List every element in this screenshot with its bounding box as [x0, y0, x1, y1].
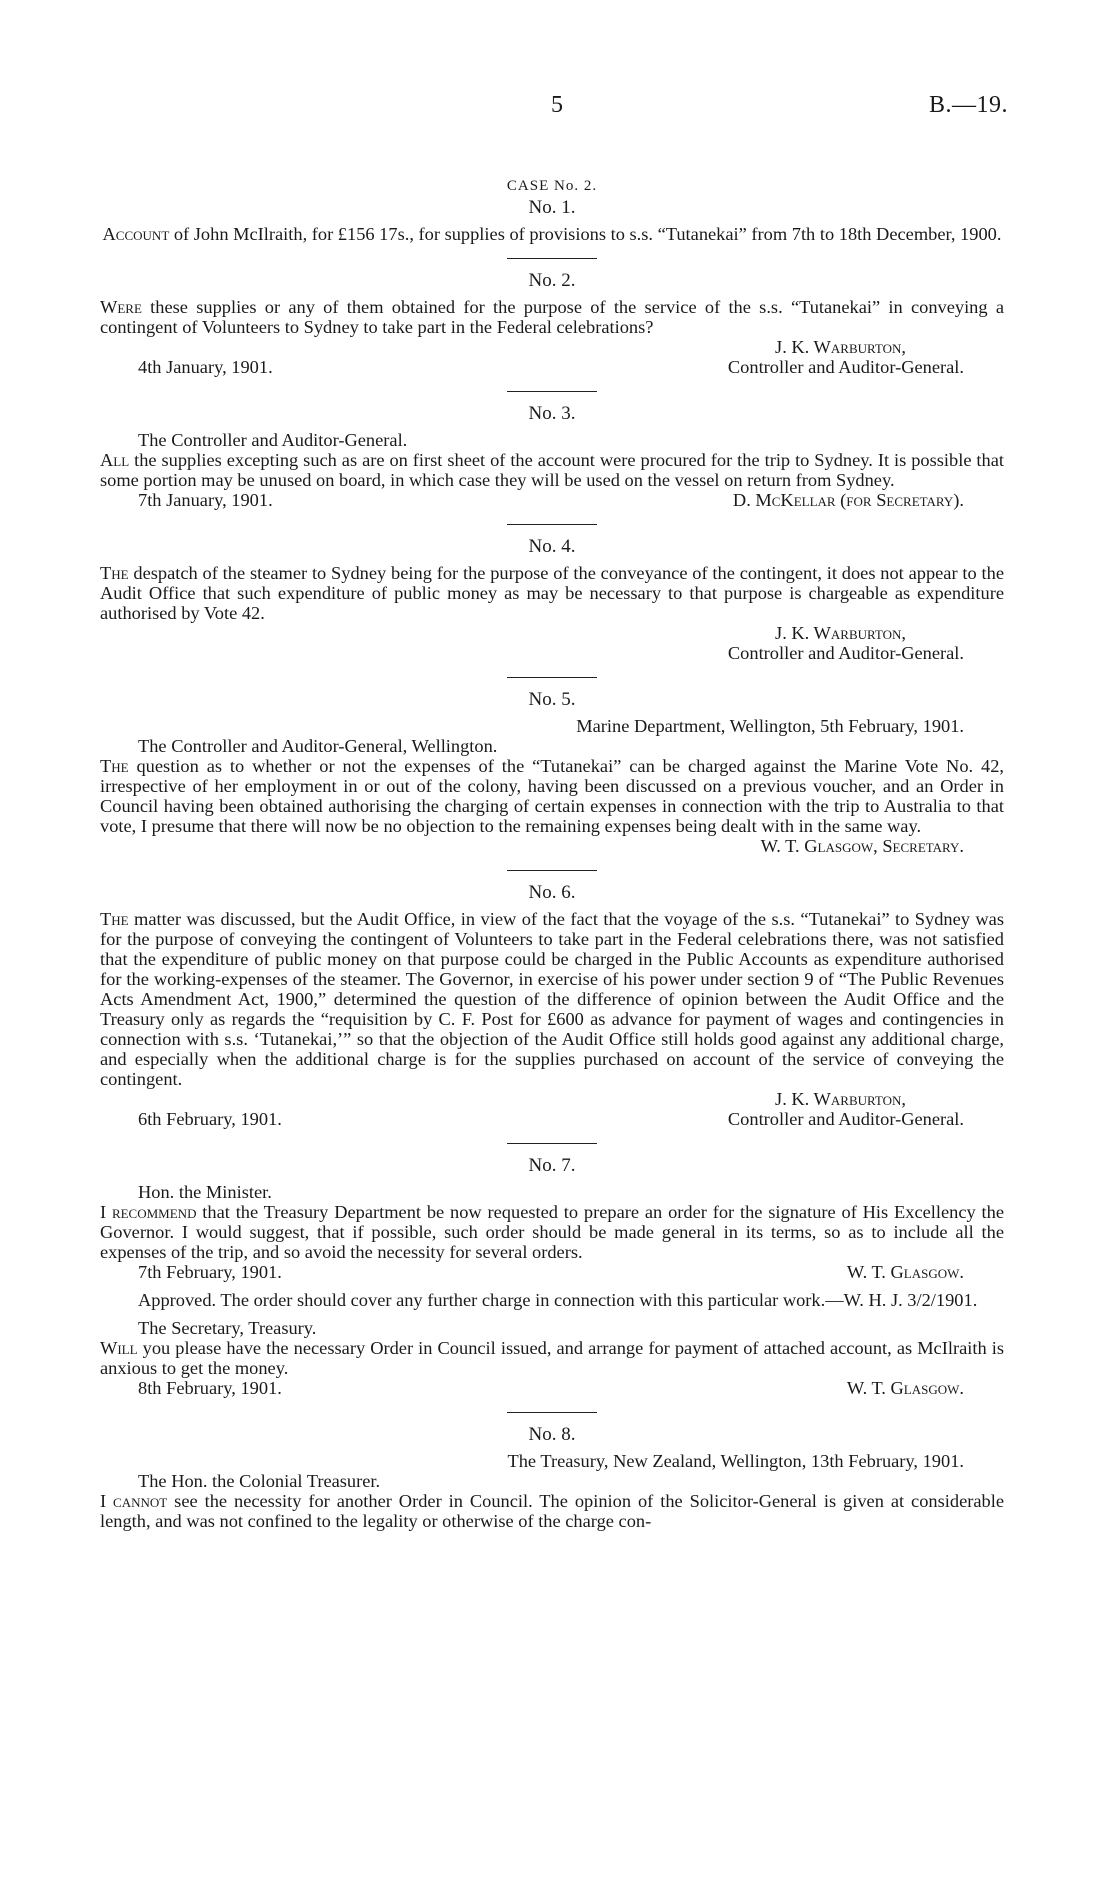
section-divider [507, 870, 597, 871]
date-signature-row [100, 490, 1004, 510]
section-heading-no8: No. 8. [528, 1424, 576, 1445]
addressee: The Secretary, Treasury. [138, 1318, 317, 1338]
letter-date: 7th February, 1901. [138, 1262, 282, 1282]
section-no4-paragraph [100, 563, 1004, 623]
section-heading-no2: No. 2. [528, 270, 576, 291]
paragraph-text: question as to whether or not the expenses of the “Tutanekai” can be charged against the Marine Vote No. 42, irrespective of her employment in or out of the colony, having been discussed on a previous voucher, and an Order in Council having been obtained authorising the charging of certain expenses in connection with the trip to Australia to that vote, I presume that there will now be no objection to the remaining expenses being dealt with in the same way. [100, 756, 1004, 836]
letter-date: 7th January, 1901. [138, 490, 273, 510]
paragraph-lead: Account [102, 224, 170, 244]
section-divider [507, 1412, 597, 1413]
section-no7-paragraph [100, 1202, 1004, 1262]
section-no6-paragraph [100, 909, 1004, 1089]
signature-name: J. K. Warburton, [775, 337, 906, 357]
paragraph-lead: I cannot [100, 1491, 168, 1511]
paragraph-lead: Will [100, 1338, 138, 1358]
approval-note: Approved. The order should cover any further charge in connection with this particular work.—W. H. J. 3/2/1901. [138, 1290, 978, 1310]
section-divider [507, 258, 597, 259]
signature-name: J. K. Warburton, [775, 1089, 906, 1109]
addressee: The Controller and Auditor-General, Wellington. [138, 736, 498, 756]
section-heading-no7: No. 7. [528, 1155, 576, 1176]
document-reference: B.—19. [928, 92, 1008, 118]
place-date: Marine Department, Wellington, 5th February, 1901. [576, 716, 964, 736]
signature: W. T. Glasgow, Secretary. [760, 836, 964, 856]
section-no7-paragraph-2 [100, 1338, 1004, 1378]
addressee: The Hon. the Colonial Treasurer. [138, 1471, 381, 1491]
signature: D. McKellar (for Secretary). [732, 490, 964, 510]
paragraph-lead: The [100, 756, 129, 776]
paragraph-text: despatch of the steamer to Sydney being for the purpose of the conveyance of the contingent, it does not appear to the Audit Office that such expenditure of public money as may be necessary to that purpose is chargeable as expenditure authorised by Vote 42. [100, 563, 1004, 623]
place-date: The Treasury, New Zealand, Wellington, 13th February, 1901. [507, 1451, 964, 1471]
section-no8-paragraph [100, 1491, 1004, 1531]
case-title: CASE No. 2. [506, 178, 598, 194]
section-heading-no4: No. 4. [528, 536, 576, 557]
paragraph-text: the supplies excepting such as are on first sheet of the account were procured for the trip to Sydney. It is possible that some portion may be unused on board, in which case they will be used on the vessel on return from Sydney. [100, 450, 1004, 490]
section-no1-paragraph [100, 224, 1004, 244]
section-divider [507, 524, 597, 525]
signature: W. T. Glasgow. [846, 1378, 964, 1398]
section-divider [507, 1143, 597, 1144]
paragraph-text: see the necessity for another Order in Council. The opinion of the Solicitor-General is given at considerable length, and was not confined to the legality or otherwise of the charge con- [100, 1491, 1004, 1531]
section-heading-no6: No. 6. [528, 882, 576, 903]
section-no5-paragraph [100, 756, 1004, 836]
paragraph-text: these supplies or any of them obtained for the purpose of the service of the s.s. “Tutanekai” in conveying a contingent of Volunteers to Sydney to take part in the Federal celebrations? [100, 297, 1004, 337]
paragraph-text: that the Treasury Department be now requested to prepare an order for the signature of His Excellency the Governor. I would suggest, that if possible, such order should be made general in its terms, so as to include all the expenses of the trip, and so avoid the necessity for several orders. [100, 1202, 1005, 1262]
document-body [100, 176, 1004, 1531]
signature-title: Controller and Auditor-General. [727, 1109, 964, 1129]
paragraph-text: matter was discussed, but the Audit Office, in view of the fact that the voyage of the s.s. “Tutanekai” to Sydney was for the purpose of conveying the contingent of Volunteers to take part in the Federal celebrations there, was not satisfied that the expenditure of public money on that purpose could be charged in the Public Accounts as expenditure authorised for the working-expenses of the steamer. The Governor, in exercise of his power under section 9 of “The Public Revenues Acts Amendment Act, 1900,” determined the question of the difference of opinion between the Audit Office and the Treasury only as regards the “requisition by C. F. Post for £600 as advance for payment of wages and contingencies in connection with s.s. ‘Tutanekai,’” so that the objection of the Audit Office still holds good against any additional charge, and especially when the additional charge is for the supplies purchased on account of the service of conveying the contingent. [100, 909, 1004, 1089]
section-divider [507, 391, 597, 392]
signature: W. T. Glasgow. [846, 1262, 964, 1282]
date-signature-row [100, 1378, 1004, 1398]
letter-date: 8th February, 1901. [138, 1378, 282, 1398]
section-divider [507, 677, 597, 678]
paragraph-lead: The [100, 563, 129, 583]
letter-date: 6th February, 1901. [138, 1109, 282, 1129]
paragraph-lead: Were [100, 297, 142, 317]
addressee: The Controller and Auditor-General. [138, 430, 408, 450]
paragraph-lead: I recommend [100, 1202, 197, 1222]
page-number: 5 [551, 92, 563, 118]
paragraph-text: of John McIlraith, for £156 17s., for supplies of provisions to s.s. “Tutanekai” from 7th to 18th December, 1900. [169, 224, 1002, 244]
signature-title: Controller and Auditor-General. [727, 643, 964, 663]
addressee: Hon. the Minister. [138, 1182, 272, 1202]
section-no2-paragraph [100, 297, 1004, 337]
section-heading-no3: No. 3. [528, 403, 576, 424]
section-heading-no1: No. 1. [528, 197, 576, 218]
paragraph-text: you please have the necessary Order in Council issued, and arrange for payment of attached account, as McIlraith is anxious to get the money. [100, 1338, 1004, 1378]
signature-name: J. K. Warburton, [775, 623, 906, 643]
letter-date: 4th January, 1901. [138, 357, 273, 377]
signature-title: Controller and Auditor-General. [727, 357, 964, 377]
date-signature-row [100, 1262, 1004, 1282]
paragraph-lead: The [100, 909, 129, 929]
date-signature-row [100, 1109, 1004, 1129]
date-signature-row [100, 357, 1004, 377]
paragraph-lead: All [100, 450, 130, 470]
section-heading-no5: No. 5. [528, 689, 576, 710]
section-no3-paragraph [100, 450, 1004, 490]
